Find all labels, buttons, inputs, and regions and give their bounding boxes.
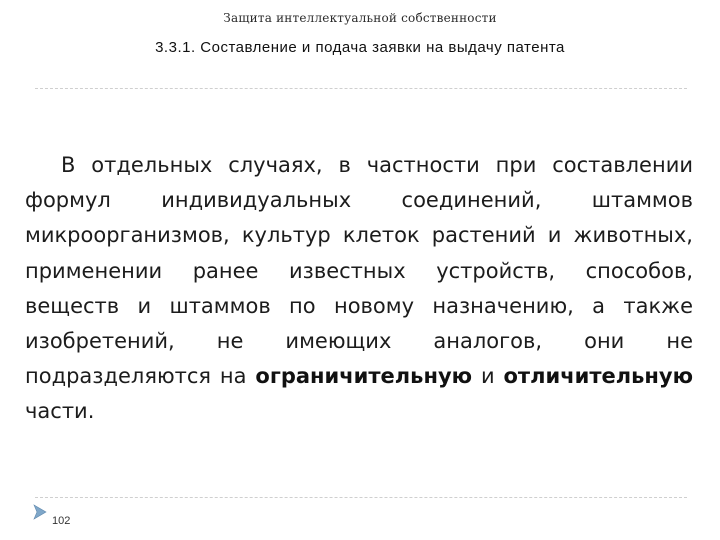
bold-term-distinctive: отличительную — [503, 364, 694, 389]
body-text-part1: В отдельных случаях, в частности при составлении формул индивидуальных соединений, штаммов микроорганизмов, культур клеток растений и животных, применении ранее известных устройств, способов, веществ и штаммов по новому назначению, а также изобретений, не имеющих аналогов, они не подразделяются на — [25, 153, 693, 389]
body-paragraph — [25, 148, 693, 430]
top-divider — [35, 88, 687, 89]
body-text-part2: части. — [25, 399, 95, 424]
bold-term-restrictive: ограничительную — [255, 364, 473, 389]
bottom-divider — [35, 497, 687, 498]
section-title: 3.3.1. Составление и подача заявки на выдачу патента — [155, 39, 565, 56]
triangle-bullet-icon — [33, 504, 47, 520]
running-title: Защита интеллектуальной собственности — [223, 11, 497, 25]
body-text-conjunction: и — [472, 364, 504, 389]
page-number: 102 — [52, 515, 71, 527]
